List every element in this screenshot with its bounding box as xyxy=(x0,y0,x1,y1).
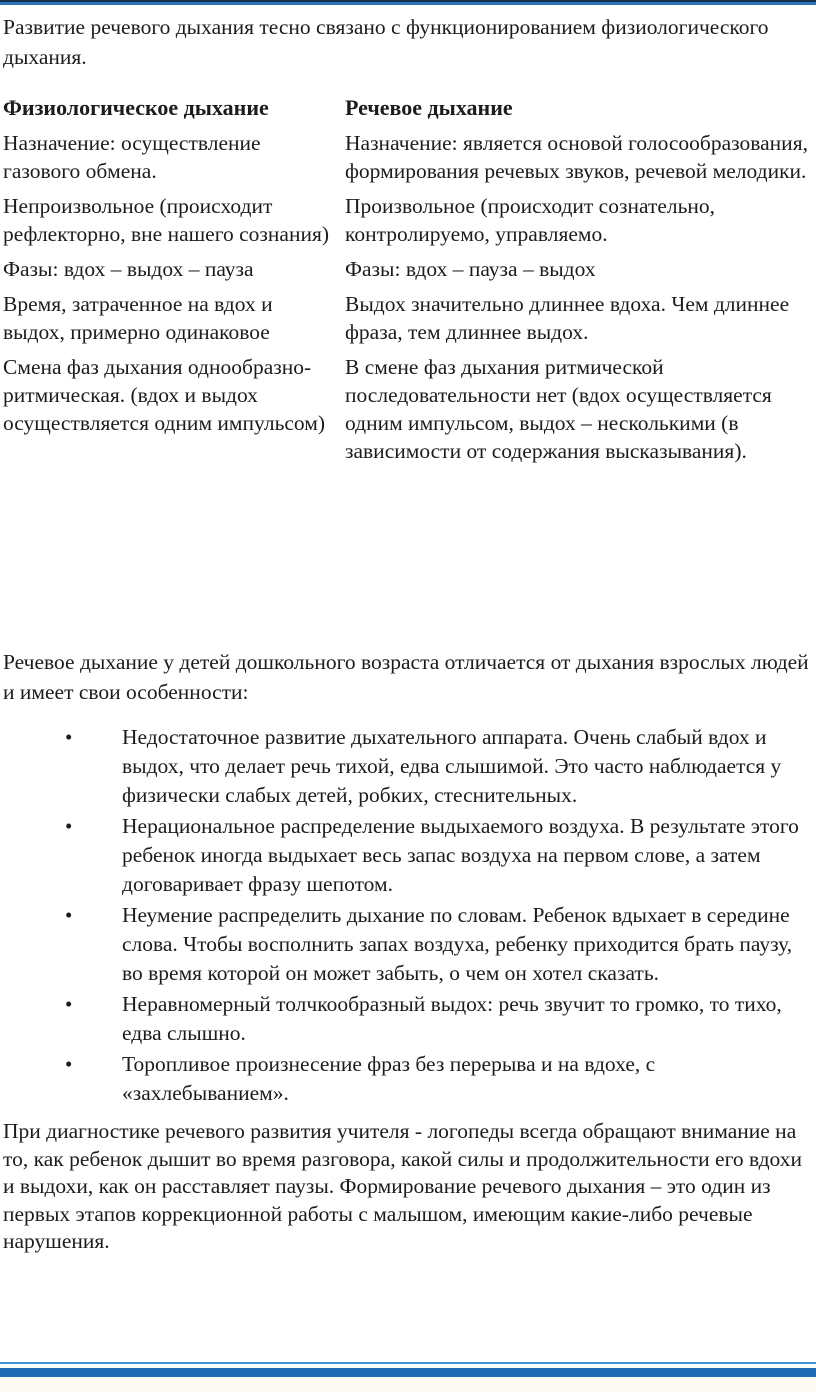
features-intro-paragraph: Речевое дыхание у детей дошкольного возраста отличается от дыхания взрослых людей и имеет свои особенности: xyxy=(3,650,809,704)
list-item xyxy=(3,812,810,899)
cell-text: Фазы: вдох – выдох – пауза xyxy=(3,257,254,281)
bullet-icon: • xyxy=(65,903,73,927)
list-item-text: Торопливое произнесение фраз без перерыва и на вдохе, с «захлебыванием». xyxy=(122,1052,656,1105)
list-item-text: Неумение распределить дыхание по словам. Ребенок вдыхает в середине слова. Чтобы восполнить запах воздуха, ребенку приходится брать паузу, во время которой он может забыть, о чем он хотел сказать. xyxy=(122,903,793,985)
table-header-row xyxy=(3,94,809,129)
bullet-icon: • xyxy=(65,992,73,1016)
cell-text: Смена фаз дыхания однообразно-ритмическая. (вдох и выдох осуществляется одним импульсом) xyxy=(3,355,326,435)
list-item xyxy=(3,901,810,988)
cell-text: Произвольное (происходит сознательно, контролируемо, управляемо. xyxy=(345,194,716,246)
list-item-text: Недостаточное развитие дыхательного аппарата. Очень слабый вдох и выдох, что делает речь тихой, едва слышимой. Это часто наблюдается у физически слабых детей, робких, стеснительных. xyxy=(122,725,782,807)
cell-text: Непроизвольное (происходит рефлекторно, вне нашего сознания) xyxy=(3,194,330,246)
list-item xyxy=(3,990,810,1048)
cell-right xyxy=(339,129,809,192)
table-row xyxy=(3,255,809,290)
list-item xyxy=(3,1050,810,1108)
cell-text: Назначение: является основой голосообразования, формирования речевых звуков, речевой мелодики. xyxy=(345,131,808,183)
bottom-rule-thick xyxy=(0,1368,816,1377)
table-row xyxy=(3,290,809,353)
table-row xyxy=(3,353,809,472)
footer-strip xyxy=(0,1377,816,1392)
list-item xyxy=(3,723,810,810)
cell-text: Время, затраченное на вдох и выдох, примерно одинаковое xyxy=(3,292,273,344)
cell-text: В смене фаз дыхания ритмической последовательности нет (вдох осуществляется одним импульсом, выдох – несколькими (в зависимости от содержания высказывания). xyxy=(345,355,772,463)
physiological-header: Физиологическое дыхание xyxy=(3,95,269,120)
cell-right xyxy=(339,290,809,353)
physiological-header-cell xyxy=(3,94,339,129)
cell-left xyxy=(3,255,339,290)
bullet-icon: • xyxy=(65,814,73,838)
cell-left xyxy=(3,192,339,255)
cell-left xyxy=(3,290,339,353)
speech-header-cell xyxy=(339,94,809,129)
bullet-icon: • xyxy=(65,725,73,749)
closing-paragraph: При диагностике речевого развития учителя - логопеды всегда обращают внимание на то, как ребенок дышит во время разговора, какой силы и продолжительности его вдохи и выдохи, как он расставляет паузы. Формирование речевого дыхания – это один из первых этапов коррекционной работы с малышом, имеющим какие-либо речевые нарушения. xyxy=(3,1119,803,1253)
cell-left xyxy=(3,129,339,192)
speech-header: Речевое дыхание xyxy=(345,95,513,120)
cell-right xyxy=(339,192,809,255)
cell-right xyxy=(339,353,809,472)
document-content xyxy=(0,5,816,1256)
list-item-text: Неравномерный толчкообразный выдох: речь звучит то громко, то тихо, едва слышно. xyxy=(122,992,782,1045)
bullet-icon: • xyxy=(65,1052,73,1076)
cell-text: Выдох значительно длиннее вдоха. Чем длиннее фраза, тем длиннее выдох. xyxy=(345,292,790,344)
list-item-text: Нерациональное распределение выдыхаемого воздуха. В результате этого ребенок иногда выдыхает весь запас воздуха на первом слове, а затем договаривает фразу шепотом. xyxy=(122,814,799,896)
cell-text: Фазы: вдох – пауза – выдох xyxy=(345,257,596,281)
intro-paragraph: Развитие речевого дыхания тесно связано с функционированием физиологического дыхания. xyxy=(3,15,769,69)
cell-right xyxy=(339,255,809,290)
features-list xyxy=(3,723,810,1108)
table-row xyxy=(3,129,809,192)
bottom-rule-thin xyxy=(0,1362,816,1364)
table-row xyxy=(3,192,809,255)
cell-text: Назначение: осуществление газового обмена. xyxy=(3,131,261,183)
cell-left xyxy=(3,353,339,472)
comparison-table xyxy=(3,94,809,472)
